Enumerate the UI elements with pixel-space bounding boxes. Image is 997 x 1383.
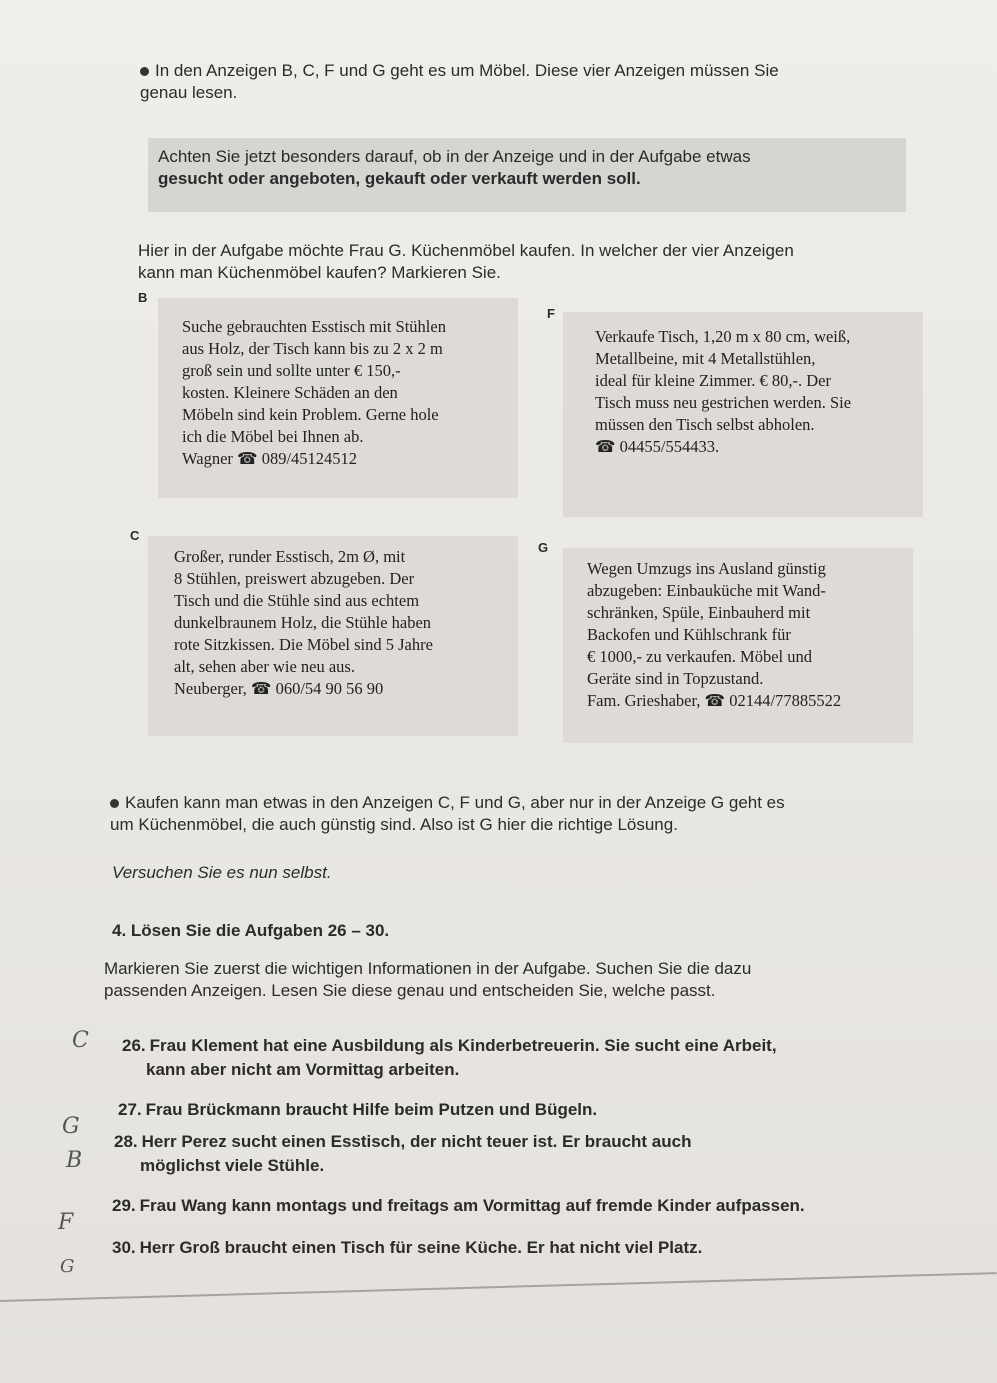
question-text: Frau Wang kann montags und freitags am Vormittag auf fremde Kinder aufpassen. (139, 1196, 805, 1215)
ad-f-line: Tisch muss neu gestrichen werden. Sie (595, 393, 852, 412)
question-text: Herr Groß braucht einen Tisch für seine Küche. Er hat nicht viel Platz. (139, 1238, 703, 1257)
note-line-2: gesucht oder angeboten, gekauft oder verkauft werden soll. (158, 169, 641, 188)
question-number: 26. (122, 1036, 146, 1055)
ad-c-line: dunkelbraunem Holz, die Stühle haben (174, 613, 432, 632)
ad-c-line: 8 Stühlen, preiswert abzugeben. Der (174, 569, 415, 588)
ad-c-line: Tisch und die Stühle sind aus echtem (174, 591, 420, 610)
note-box (148, 138, 906, 212)
question-number: 30. (112, 1238, 136, 1257)
bullet-icon (140, 67, 149, 76)
ad-b-line: aus Holz, der Tisch kann bis zu 2 x 2 m (182, 339, 443, 358)
intro-line-1: In den Anzeigen B, C, F und G geht es um Möbel. Diese vier Anzeigen müssen Sie (155, 61, 779, 80)
question-30 (112, 1236, 892, 1260)
ad-g-line: Geräte sind in Topzustand. (587, 669, 764, 688)
ad-f-line: Verkaufe Tisch, 1,20 m x 80 cm, weiß, (595, 327, 851, 346)
note-line-1: Achten Sie jetzt besonders darauf, ob in der Anzeige und in der Aufgabe etwas (158, 147, 751, 166)
solution-line-2: um Küchenmöbel, die auch günstig sind. Also ist G hier die richtige Lösung. (110, 815, 678, 834)
ad-f-line: Metallbeine, mit 4 Metallstühlen, (595, 349, 816, 368)
ad-c (148, 536, 518, 736)
solution-line-1: Kaufen kann man etwas in den Anzeigen C, F und G, aber nur in der Anzeige G geht es (125, 793, 785, 812)
task-line-2: kann man Küchenmöbel kaufen? Markieren Sie. (138, 263, 501, 282)
ad-f-line: ☎ 04455/554433. (595, 437, 720, 456)
ad-c-line: rote Sitzkissen. Die Möbel sind 5 Jahre (174, 635, 433, 654)
ad-b-line: Möbeln sind kein Problem. Gerne hole (182, 405, 439, 424)
ad-c-label: C (130, 528, 140, 543)
ad-b-line: groß sein und sollte unter € 150,- (182, 361, 401, 380)
ad-g-line: Fam. Grieshaber, ☎ 02144/77885522 (587, 691, 842, 710)
question-number: 29. (112, 1196, 136, 1215)
ad-b-label: B (138, 290, 148, 305)
ad-b (158, 298, 518, 498)
question-26 (122, 1034, 902, 1082)
ad-b-line: Suche gebrauchten Esstisch mit Stühlen (182, 317, 446, 336)
exercise-desc-line-1: Markieren Sie zuerst die wichtigen Informationen in der Aufgabe. Suchen Sie die dazu (104, 959, 752, 978)
ad-f-label: F (547, 306, 555, 321)
handwritten-answer-28[interactable]: B (66, 1148, 83, 1173)
question-text: Herr Perez sucht einen Esstisch, der nicht teuer ist. Er braucht auch (141, 1132, 692, 1151)
question-text-cont: möglichst viele Stühle. (140, 1156, 325, 1175)
ad-c-line: Neuberger, ☎ 060/54 90 56 90 (174, 679, 384, 698)
question-27 (118, 1098, 898, 1122)
ad-g-line: abzugeben: Einbauküche mit Wand- (587, 581, 826, 600)
handwritten-answer-29[interactable]: F (58, 1210, 74, 1235)
ad-c-line: Großer, runder Esstisch, 2m Ø, mit (174, 547, 406, 566)
question-number: 28. (114, 1132, 138, 1151)
question-28 (114, 1130, 894, 1178)
ad-f-line: müssen den Tisch selbst abholen. (595, 415, 815, 434)
intro-line-2: genau lesen. (140, 83, 238, 102)
intro-paragraph (140, 60, 900, 104)
handwritten-answer-27[interactable]: G (62, 1114, 80, 1139)
question-29 (112, 1194, 892, 1218)
handwritten-answer-26[interactable]: C (72, 1028, 89, 1053)
question-text-cont: kann aber nicht am Vormittag arbeiten. (146, 1060, 460, 1079)
ad-g-line: € 1000,- zu verkaufen. Möbel und (587, 647, 812, 666)
exercise-description (104, 958, 874, 1002)
page-edge (0, 1272, 997, 1362)
ad-b-line: kosten. Kleinere Schäden an den (182, 383, 398, 402)
exercise-desc-line-2: passenden Anzeigen. Lesen Sie diese genau und entscheiden Sie, welche passt. (104, 981, 716, 1000)
task-paragraph (138, 240, 898, 284)
exercise-title: 4. Lösen Sie die Aufgaben 26 – 30. (112, 921, 390, 940)
ad-c-line: alt, sehen aber wie neu aus. (174, 657, 355, 676)
ad-b-line: Wagner ☎ 089/45124512 (182, 449, 358, 468)
question-number: 27. (118, 1100, 142, 1119)
ad-g (563, 548, 913, 743)
ad-g-label: G (538, 540, 549, 555)
ad-g-line: Wegen Umzugs ins Ausland günstig (587, 559, 826, 578)
ad-f-line: ideal für kleine Zimmer. € 80,-. Der (595, 371, 831, 390)
handwritten-answer-30[interactable]: G (60, 1256, 75, 1277)
task-line-1: Hier in der Aufgabe möchte Frau G. Küchenmöbel kaufen. In welcher der vier Anzeigen (138, 241, 794, 260)
try-text: Versuchen Sie es nun selbst. (112, 863, 332, 882)
bullet-icon (110, 799, 119, 808)
ad-g-line: schränken, Spüle, Einbauherd mit (587, 603, 811, 622)
ad-g-line: Backofen und Kühlschrank für (587, 625, 791, 644)
solution-paragraph (110, 792, 890, 836)
ad-b-line: ich die Möbel bei Ihnen ab. (182, 427, 364, 446)
ad-f (563, 312, 923, 517)
question-text: Frau Klement hat eine Ausbildung als Kinderbetreuerin. Sie sucht eine Arbeit, (149, 1036, 777, 1055)
question-text: Frau Brückmann braucht Hilfe beim Putzen und Bügeln. (145, 1100, 598, 1119)
